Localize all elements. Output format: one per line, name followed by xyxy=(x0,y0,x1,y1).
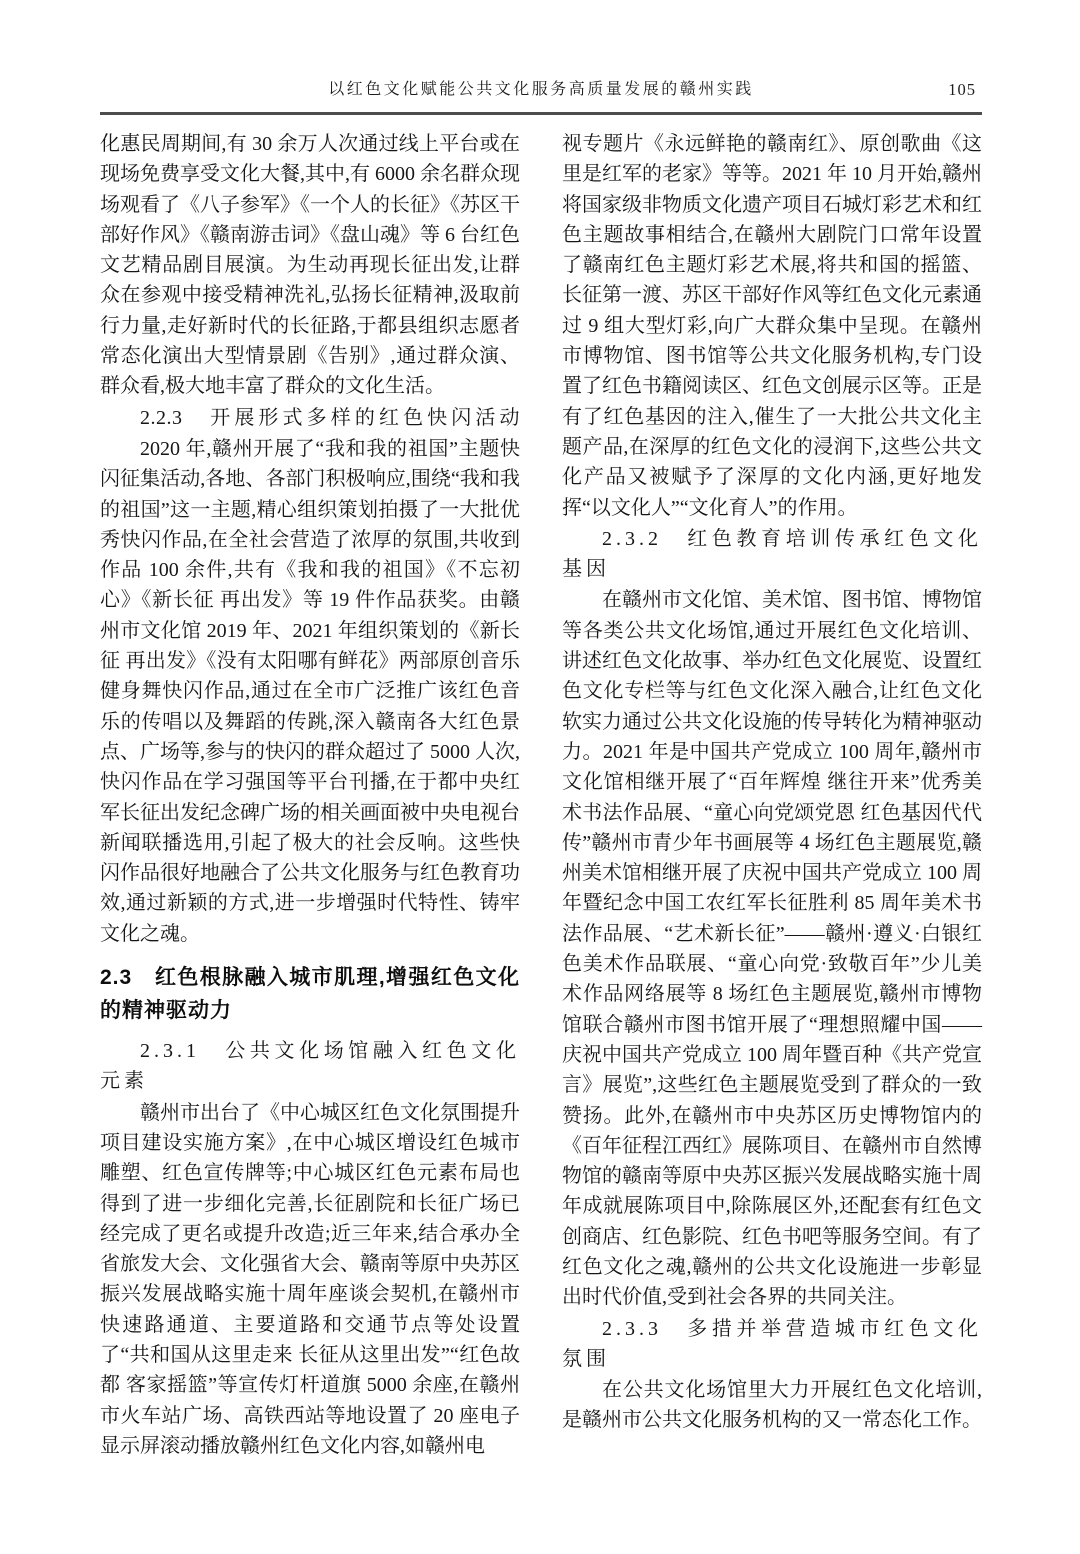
paragraph: 2020 年,赣州开展了“我和我的祖国”主题快闪征集活动,各地、各部门积极响应,围绕“我和我的祖国”这一主题,精心组织策划拍摄了一大批优秀快闪作品,在全社会营造了浓厚的氛围,共收到作品 100 余件,共有《我和我的祖国》《不忘初心》《新长征 再出发》等 19 件作品获奖。由赣州市文化馆 2019 年、2021 年组织策划的《新长征 再出发》《没有太阳哪有鲜花》两部原创音乐健身舞快闪作品,通过在全市广泛推广该红色音乐的传唱以及舞蹈的传跳,深入赣南各大红色景点、广场等,参与的快闪的群众超过了 5000 人次,快闪作品在学习强国等平台刊播,在于都中央红军长征出发纪念碑广场的相关画面被中央电视台新闻联播选用,引起了极大的社会反响。这些快闪作品很好地融合了公共文化服务与红色教育功效,通过新颖的方式,进一步增强时代特性、铸牢文化之魂。 xyxy=(100,437,520,945)
paragraph-continuation: 视专题片《永远鲜艳的赣南红》、原创歌曲《这里是红军的老家》等等。2021 年 10 月开始,赣州将国家级非物质文化遗产项目石城灯彩艺术和红色主题故事相结合,在赣州大剧院门口常年设置了赣南红色主题灯彩艺术展,将共和国的摇篮、长征第一渡、苏区干部好作风等红色文化元素通过 9 组大型灯彩,向广大群众集中呈现。在赣州市博物馆、图书馆等公共文化服务机构,专门设置了红色书籍阅读区、红色文创展示区等。正是有了红色基因的注入,催生了一大批公共文化主题产品,在深厚的红色文化的浸润下,这些公共文化产品又被赋予了深厚的文化内涵,更好地发挥“以文化人”“文化育人”的作用。 xyxy=(562,133,982,519)
subsection-heading-2-3-2: 2.3.2 红色教育培训传承红色文化基因 xyxy=(562,527,982,581)
paragraph: 在公共文化场馆里大力开展红色文化培训,是赣州市公共文化服务机构的又一常态化工作。 xyxy=(562,1379,982,1432)
paragraph: 赣州市出台了《中心城区红色文化氛围提升项目建设实施方案》,在中心城区增设红色城市雕塑、红色宣传牌等;中心城区红色元素布局也得到了进一步细化完善,长征剧院和长征广场已经完成了更名或提升改造;近三年来,结合承办全省旅发大会、文化强省大会、赣南等原中央苏区振兴发展战略实施十周年座谈会契机,在赣州市快速路通道、主要道路和交通节点等处设置了“共和国从这里走来 长征从这里出发”“红色故都 客家摇篮”等宣传灯杆道旗 5000 余座,在赣州市火车站广场、高铁西站等地设置了 20 座电子显示屏滚动播放赣州红色文化内容,如赣州电 xyxy=(100,1101,520,1457)
subsection-heading-2-3-1: 2.3.1 公共文化场馆融入红色文化元素 xyxy=(100,1040,520,1093)
paragraph-continuation: 化惠民周期间,有 30 余万人次通过线上平台或在现场免费享受文化大餐,其中,有 6000 余名群众现场观看了《八子参军》《一个人的长征》《苏区干部好作风》《赣南游击词》《盘山魂》等 6 台红色文艺精品剧目展演。为生动再现长征出发,让群众在参观中接受精神洗礼,弘扬长征精神,汲取前行力量,走好新时代的长征路,于都县组织志愿者常态化演出大型情景剧《告别》,通过群众演、群众看,极大地丰富了群众的文化生活。 xyxy=(100,133,520,398)
section-heading-2-3: 2.3 红色根脉融入城市肌理,增强红色文化的精神驱动力 xyxy=(100,966,520,1023)
left-column xyxy=(100,129,520,1461)
subsection-heading-2-2-3: 2.2.3 开展形式多样的红色快闪活动 xyxy=(140,406,520,429)
running-title: 以红色文化赋能公共文化服务高质量发展的赣州实践 xyxy=(328,81,754,98)
page-number: 105 xyxy=(948,80,976,99)
page-header xyxy=(100,76,982,104)
paragraph: 在赣州市文化馆、美术馆、图书馆、博物馆等各类公共文化场馆,通过开展红色文化培训、讲述红色文化故事、举办红色文化展览、设置红色文化专栏等与红色文化深入融合,让红色文化软实力通过公共文化设施的传导转化为精神驱动力。2021 年是中国共产党成立 100 周年,赣州市文化馆相继开展了“百年辉煌 继往开来”优秀美术书法作品展、“童心向党颂党恩 红色基因代代传”赣州市青少年书画展等 4 场红色主题展览,赣州美术馆相继开展了庆祝中国共产党成立 100 周年暨纪念中国工农红军长征胜利 85 周年美术书法作品展、“艺术新长征”——赣州·遵义·白银红色美术作品联展、“童心向党·致敬百年”少儿美术作品网络展等 8 场红色主题展览,赣州市博物馆联合赣州市图书馆开展了“理想照耀中国——庆祝中国共产党成立 100 周年暨百种《共产党宣言》展览”,这些红色主题展览受到了群众的一致赞扬。此外,在赣州市中央苏区历史博物馆内的《百年征程江西红》展陈项目、在赣州市自然博物馆的赣南等原中央苏区振兴发展战略实施十周年成就展陈项目中,除陈展区外,还配套有红色文创商店、红色影院、红色书吧等服务空间。有了红色文化之魂,赣州的公共文化设施进一步彰显出时代价值,受到社会各界的共同关注。 xyxy=(562,589,982,1309)
text-columns xyxy=(100,115,982,1461)
subsection-heading-2-3-3: 2.3.3 多措并举营造城市红色文化氛围 xyxy=(562,1317,982,1370)
right-column xyxy=(562,129,982,1461)
